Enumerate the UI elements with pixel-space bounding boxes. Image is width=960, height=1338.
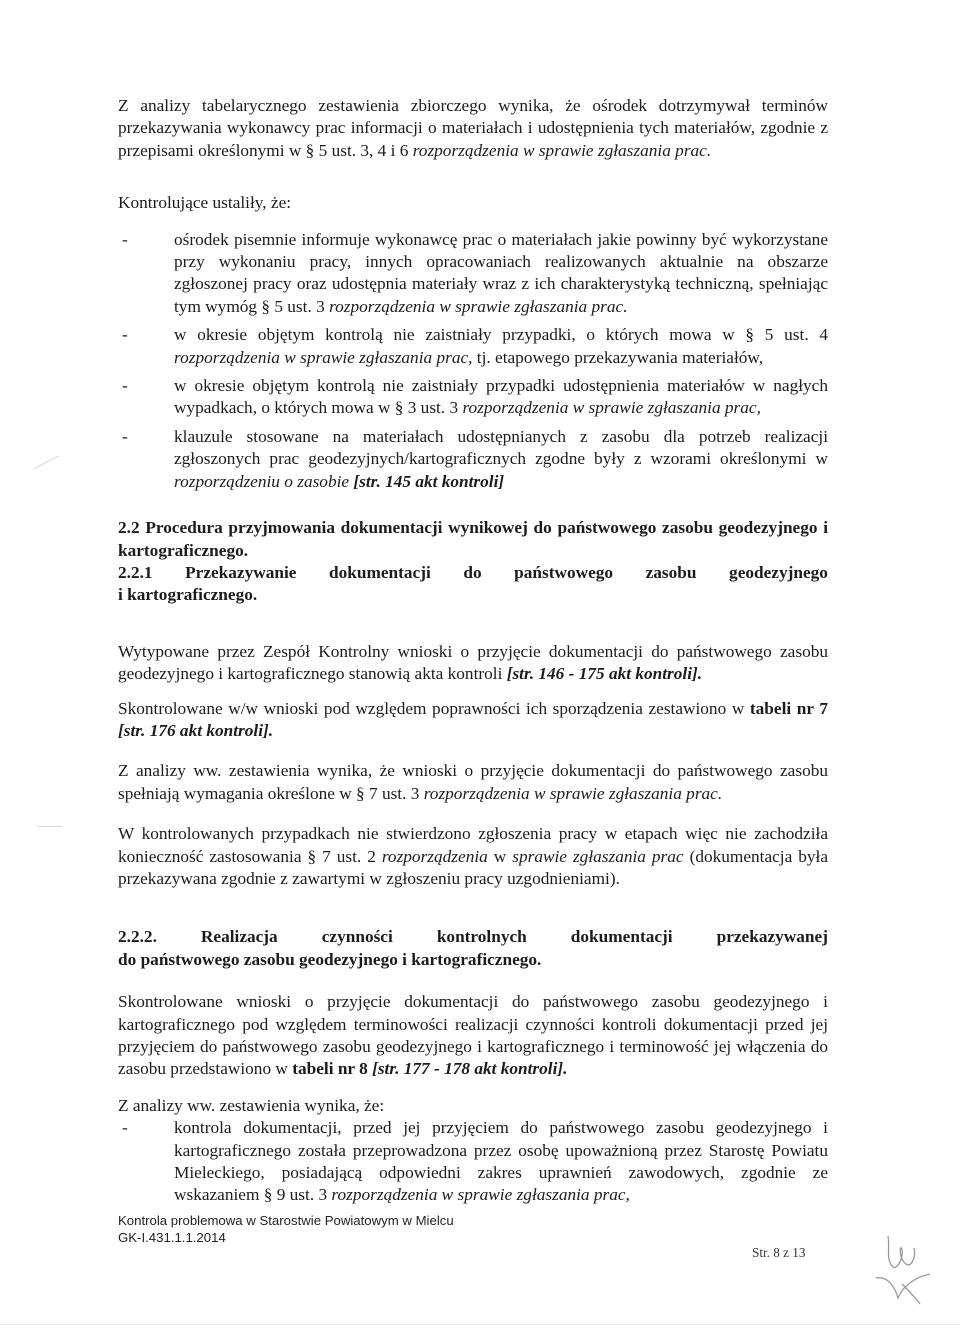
section-title: Procedura przyjmowania dokumentacji wynikowej do państwowego zasobu geodezyjnego i kartograficznego. (118, 518, 829, 560)
heading-line: i kartograficznego. (118, 585, 258, 605)
heading-word: Realizacja (200, 927, 278, 947)
table-reference: tabeli nr 7 (749, 698, 828, 718)
footer-line: Kontrola problemowa w Starostwie Powiatowym w Mielcu (118, 1213, 454, 1228)
heading-row (118, 562, 828, 584)
paragraph-findings-lead: Kontrolujące ustaliły, że: (118, 193, 292, 213)
text-span: klauzule stosowane na materiałach udostępnianych z zasobu dla potrzeb realizacji zgłoszonych prac geodezyjnych/kartograficznych zgodne były z wzorami określonymi w (174, 426, 828, 469)
text-span: w okresie objętym kontrolą nie zaistniały przypadki udostępnienia materiałów w nagłych wypadkach, o których mowa w § 3 ust. 3 (174, 376, 828, 418)
text-span: w (487, 846, 513, 866)
heading-word: dokumentacji (570, 927, 673, 947)
page-footer (118, 1213, 454, 1246)
heading-word: do (463, 562, 482, 582)
file-reference: [str. 177 - 178 akt kontroli]. (367, 1059, 568, 1079)
file-reference: [str. 146 - 175 akt kontroli]. (506, 664, 703, 684)
page-content (118, 95, 828, 1213)
heading-word: geodezyjnego (729, 562, 828, 582)
legal-reference: rozporządzenia w sprawie zgłaszania prac. (412, 140, 712, 160)
text-span: Wytypowane przez Zespół Kontrolny wnioski o przyjęcie dokumentacji do państwowego zasobu geodezyjnego i kartograficznego stanowią akta kontroli (118, 641, 828, 684)
legal-reference: rozporządzenia w sprawie zgłaszania prac, (174, 347, 473, 367)
legal-reference: rozporządzenia w sprawie zgłaszania prac. (329, 296, 628, 316)
heading-word: państwowego (514, 562, 614, 582)
footer-case-number: GK-I.431.1.1.2014 (118, 1229, 226, 1245)
paragraph (118, 641, 828, 686)
heading-word: czynności (321, 927, 393, 947)
text-span: Z analizy tabelarycznego zestawienia zbiorczego wynika, że ośrodek dotrzymywał terminów przekazywania wykonawcy prac informacji o materiałach i udostępnienia tych materiałów, zgodnie z przepisami określonymi w § 5 ust. 3, 4 i 6 (118, 96, 828, 160)
heading-row (118, 926, 828, 948)
scan-mark (33, 455, 58, 469)
text-span: Skontrolowane w/w wnioski pod względem poprawności ich sporządzenia zestawiono w (118, 698, 750, 718)
list-item (118, 229, 828, 319)
paragraph (118, 991, 828, 1081)
paragraph: Z analizy ww. zestawienia wynika, że: (118, 1095, 385, 1115)
text-span: Skontrolowane wnioski o przyjęcie dokumentacji do państwowego zasobu geodezyjnego i kartograficznego pod względem terminowości realizacji czynności kontroli dokumentacji przed jej przyjęciem do państwowego zasobu geodezyjnego i kartograficznego i terminowość jej włączenia do zasobu przedstawiono w (118, 992, 828, 1079)
page-number: Str. 8 z 13 (752, 1245, 806, 1260)
text-span: Z analizy ww. zestawienia wynika, że wnioski o przyjęcie dokumentacji do państwowego zasobu spełniają wymagania określone w § 7 ust. 3 (118, 761, 828, 803)
heading-word: dokumentacji (329, 562, 431, 582)
paragraph-intro (118, 95, 828, 162)
legal-reference: rozporządzenia w sprawie zgłaszania prac, (462, 398, 761, 418)
paragraph (118, 760, 828, 805)
paragraph (118, 698, 828, 743)
section-heading-2-2-2 (118, 926, 828, 971)
legal-reference: rozporządzenia w sprawie zgłaszania prac. (423, 783, 723, 803)
heading-line: do państwowego zasobu geodezyjnego i kartograficznego. (118, 949, 542, 969)
table-reference: tabeli nr 8 (292, 1059, 368, 1079)
file-reference: [str. 176 akt kontroli]. (118, 720, 274, 740)
file-reference: [str. 145 akt kontroli] (349, 471, 505, 491)
section-number: 2.2.2. (118, 927, 157, 947)
scan-mark (38, 826, 62, 827)
section-number: 2.2 (118, 518, 140, 538)
list-item (118, 324, 828, 369)
text-span: w okresie objętym kontrolą nie zaistniały przypadki, o których mowa w § 5 ust. 4 (174, 325, 828, 345)
legal-reference: rozporządzeniu o zasobie (174, 471, 350, 491)
heading-word: przekazywanej (716, 927, 828, 947)
findings-list (118, 229, 828, 493)
legal-reference: rozporządzenia w sprawie zgłaszania prac, (331, 1185, 630, 1205)
text-span: W kontrolowanych przypadkach nie stwierdzono zgłoszenia pracy w etapach więc nie zachodziła konieczność zastosowania § 7 ust. 2 (118, 824, 828, 866)
findings-list-2 (118, 1117, 828, 1207)
section-number: 2.2.1 (118, 562, 153, 582)
heading-word: Przekazywanie (185, 562, 297, 582)
scan-mark (0, 1324, 960, 1325)
signature-icon (868, 1228, 938, 1308)
heading-word: kontrolnych (436, 927, 527, 947)
list-item (118, 375, 828, 420)
heading-word: zasobu (645, 562, 697, 582)
section-heading-2-2-1 (118, 562, 828, 607)
paragraph (118, 823, 828, 890)
text-span: kontrola dokumentacji, przed jej przyjęciem do państwowego zasobu geodezyjnego i kartograficznego została przeprowadzona przez osobę upoważnioną przez Starostę Powiatu Mieleckiego, posiadającą odpowiedni zakres uprawnień zawodowych, zgodnie ze wskazaniem § 9 ust. 3 (174, 1118, 828, 1205)
legal-reference: rozporządzenia (381, 846, 488, 866)
legal-reference: sprawie zgłaszania prac (512, 846, 684, 866)
text-span: ośrodek pisemnie informuje wykonawcę prac o materiałach jakie powinny być wykorzystane przy wykonaniu pracy, innych opracowaniach realizowanych aktualnie na obszarze zgłoszonej pracy oraz udostępnia materiały wraz z ich charakterystyką techniczną, spełniając tym wymóg § 5 ust. 3 (174, 229, 828, 316)
text-span: (dokumentacja była przekazywana zgodnie z zawartymi w zgłoszeniu pracy uzgodnieniami). (118, 846, 829, 888)
section-heading-2-2 (118, 517, 828, 562)
list-item (118, 426, 828, 493)
text-span: tj. etapowego przekazywania materiałów, (472, 347, 764, 367)
list-item (118, 1117, 828, 1207)
